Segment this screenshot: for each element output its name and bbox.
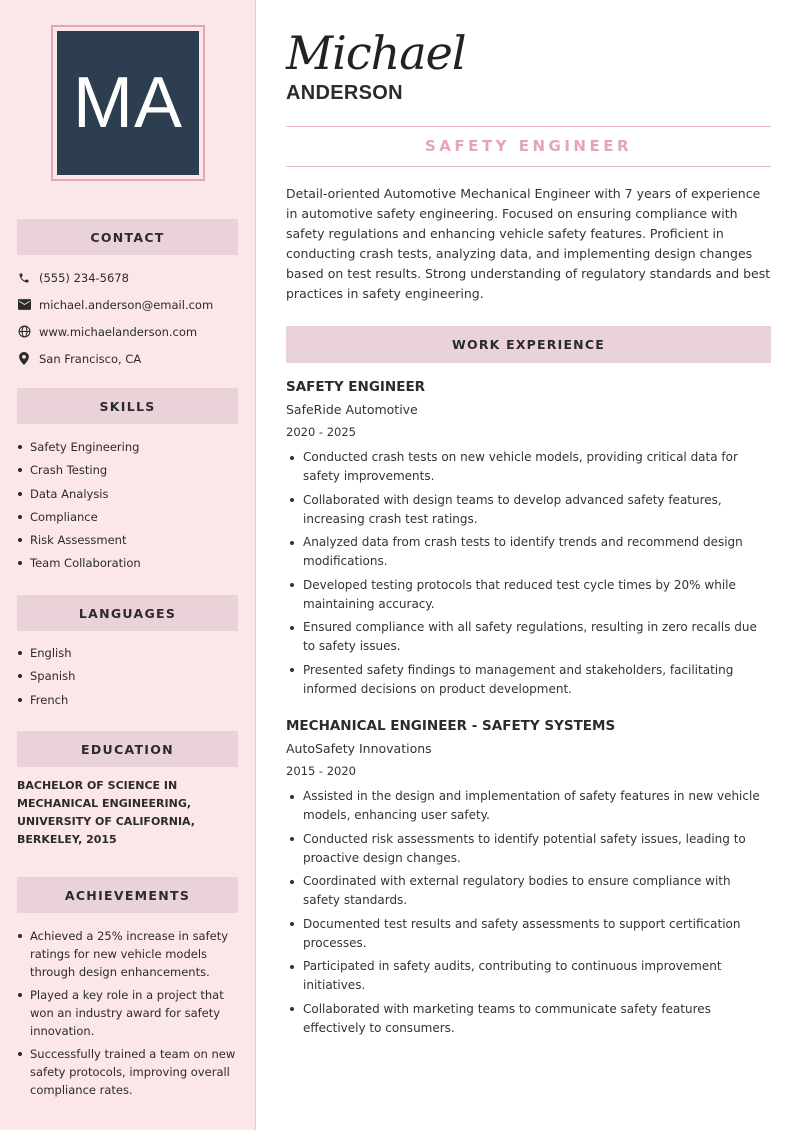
achievement-item: Achieved a 25% increase in safety ratings for new vehicle models through design enhancements. — [17, 927, 242, 981]
skill-item: Team Collaboration — [17, 555, 141, 578]
job-dates: 2020 - 2025 — [286, 425, 356, 439]
location-pin-icon — [17, 352, 31, 366]
last-name: ANDERSON — [286, 82, 403, 104]
job-bullet: Coordinated with external regulatory bodies to ensure compliance with safety standards. — [286, 872, 771, 910]
monogram: MA — [73, 63, 183, 143]
job-bullet: Conducted risk assessments to identify potential safety issues, leading to proactive design changes. — [286, 830, 771, 868]
phone-icon — [17, 271, 31, 285]
language-item: Spanish — [17, 668, 75, 691]
skill-item: Compliance — [17, 509, 141, 532]
job-bullet: Conducted crash tests on new vehicle models, providing critical data for safety improvements. — [286, 448, 771, 486]
job-dates: 2015 - 2020 — [286, 764, 356, 778]
skills-list — [17, 439, 141, 579]
job-bullet: Participated in safety audits, contributing to continuous improvement initiatives. — [286, 957, 771, 995]
job-bullet: Documented test results and safety assessments to support certification processes. — [286, 915, 771, 953]
achievement-item: Successfully trained a team on new safety protocols, improving overall compliance rates. — [17, 1045, 242, 1099]
title-rule-bottom — [286, 166, 771, 167]
contact-heading: CONTACT — [17, 219, 238, 255]
job-bullets — [286, 448, 771, 699]
profile-summary: Detail-oriented Automotive Mechanical Engineer with 7 years of experience in automotive safety engineering. Focused on ensuring compliance with safety regulations and enhancing vehicle safety features. Proficient in conducting crash tests, analyzing data, and implementing design changes based on test results. Strong understanding of regulatory standards and best practices in safety engineering. — [286, 186, 771, 301]
contact-website-text[interactable]: www.michaelanderson.com — [39, 324, 198, 339]
contact-phone — [17, 264, 213, 291]
job-bullet: Analyzed data from crash tests to identify trends and recommend design modifications. — [286, 533, 771, 571]
monogram-frame — [51, 25, 205, 181]
email-icon — [17, 298, 31, 312]
achievement-item: Played a key role in a project that won an industry award for safety innovation. — [17, 986, 242, 1040]
languages-heading: LANGUAGES — [17, 595, 238, 631]
job-entry — [286, 717, 771, 1042]
job-bullets — [286, 787, 771, 1038]
contact-email-text[interactable]: michael.anderson@email.com — [39, 297, 214, 312]
job-bullet: Collaborated with design teams to develop advanced safety features, increasing crash test ratings. — [286, 491, 771, 529]
skills-heading: SKILLS — [17, 388, 238, 424]
job-bullet: Ensured compliance with all safety regulations, resulting in zero recalls due to safety issues. — [286, 618, 771, 656]
title-rule-top — [286, 126, 771, 127]
job-bullet: Assisted in the design and implementation of safety features in new vehicle models, enhancing user safety. — [286, 787, 771, 825]
job-company: SafeRide Automotive — [286, 402, 418, 417]
education-entry: BACHELOR OF SCIENCE IN MECHANICAL ENGINEERING, UNIVERSITY OF CALIFORNIA, BERKELEY, 2015 — [17, 779, 195, 846]
contact-location-text: San Francisco, CA — [39, 351, 142, 366]
job-company: AutoSafety Innovations — [286, 741, 432, 756]
job-bullet: Developed testing protocols that reduced test cycle times by 20% while maintaining accuracy. — [286, 576, 771, 614]
job-title: SAFETY ENGINEER — [424, 137, 632, 155]
contact-website — [17, 318, 213, 345]
skill-item: Crash Testing — [17, 462, 141, 485]
skill-item: Data Analysis — [17, 486, 141, 509]
achievements-list — [17, 927, 242, 1104]
sidebar — [0, 0, 256, 1130]
globe-icon — [17, 325, 31, 339]
contact-location — [17, 345, 213, 372]
first-name: Michael — [286, 26, 466, 80]
skill-item: Safety Engineering — [17, 439, 141, 462]
job-bullet: Presented safety findings to management and stakeholders, facilitating informed decisions on product development. — [286, 661, 771, 699]
contact-phone-text: (555) 234-5678 — [39, 270, 129, 285]
languages-list — [17, 645, 75, 715]
monogram-box — [57, 31, 199, 175]
skill-item: Risk Assessment — [17, 532, 141, 555]
job-bullet: Collaborated with marketing teams to communicate safety features effectively to consumers. — [286, 1000, 771, 1038]
education-heading: EDUCATION — [17, 731, 238, 767]
job-role: SAFETY ENGINEER — [286, 379, 426, 395]
contact-email — [17, 291, 213, 318]
job-role: MECHANICAL ENGINEER - SAFETY SYSTEMS — [286, 718, 616, 734]
language-item: French — [17, 692, 75, 715]
language-item: English — [17, 645, 75, 668]
job-entry — [286, 378, 771, 703]
achievements-heading: ACHIEVEMENTS — [17, 877, 238, 913]
contact-list — [17, 264, 213, 372]
experience-heading: WORK EXPERIENCE — [286, 326, 771, 363]
